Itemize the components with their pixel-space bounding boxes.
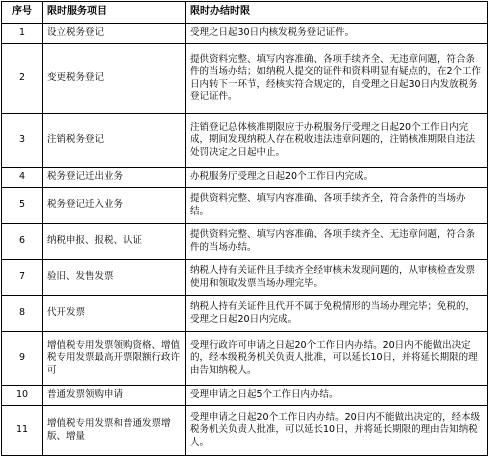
row-service-item: 变更税务登记: [43, 44, 186, 114]
row-time-limit: 提供资料完整、填写内容准确、各项手续齐全、无违章问题，符合条件的当场办结。: [186, 224, 488, 260]
row-service-item: 税务登记迁出业务: [43, 168, 186, 188]
row-serial-no: 8: [2, 296, 43, 332]
row-serial-no: 4: [2, 168, 43, 188]
header-row: [2, 2, 488, 24]
row-time-limit: 注销登记总体核准期限应于办税服务厅受理之日起20个工作日内完成，期间发现纳税人存在税收违法违章问题的，注销核准期限自违法处罚决定之日起中止。: [186, 114, 488, 168]
row-time-limit: 受理申请之日起5个工作日内办结。: [186, 386, 488, 406]
row-serial-no: 7: [2, 260, 43, 296]
row-serial-no: 1: [2, 24, 43, 44]
table-row: [2, 386, 488, 406]
table-row: [2, 296, 488, 332]
service-time-limit-table: [1, 1, 488, 456]
table-row: [2, 44, 488, 114]
row-service-item: 税务登记迁入业务: [43, 188, 186, 224]
table-row: [2, 24, 488, 44]
table-row: [2, 260, 488, 296]
table-row: [2, 168, 488, 188]
row-time-limit: 提供资料完整、填写内容准确、各项手续齐全，符合条件的当场办结。: [186, 188, 488, 224]
row-time-limit: 办税服务厅受理之日起20个工作日内完成。: [186, 168, 488, 188]
row-service-item: 注销税务登记: [43, 114, 186, 168]
header-time-limit: 限时办结时限: [186, 2, 488, 24]
table-row: [2, 188, 488, 224]
row-service-item: 设立税务登记: [43, 24, 186, 44]
table-row: [2, 224, 488, 260]
row-service-item: 代开发票: [43, 296, 186, 332]
row-time-limit: 纳税人持有关证件且手续齐全经审核未发现问题的，从审核检查发票使用和领取发票当场办理完毕。: [186, 260, 488, 296]
row-service-item: 增值税专用发票领购资格、增值税专用发票最高开票限额行政许可: [43, 332, 186, 386]
row-serial-no: 10: [2, 386, 43, 406]
row-serial-no: 11: [2, 406, 43, 456]
row-time-limit: 纳税人持有关证件且代开不属于免税情形的当场办理完毕；免税的，受理之日起20日内完成。: [186, 296, 488, 332]
table-row: [2, 114, 488, 168]
row-serial-no: 2: [2, 44, 43, 114]
row-service-item: 普通发票领购申请: [43, 386, 186, 406]
row-time-limit: 受理之日起30日内核发税务登记证件。: [186, 24, 488, 44]
row-serial-no: 6: [2, 224, 43, 260]
row-time-limit: 提供资料完整、填写内容准确、各项手续齐全、无违章问题，符合条件的当场办结；如纳税人提交的证件和资料明显有疑点的，在2个工作日内转下一环节，经核实符合规定的，自受理之日起30日内发放税务登记证件。: [186, 44, 488, 114]
header-serial-no: 序号: [2, 2, 43, 24]
row-serial-no: 3: [2, 114, 43, 168]
row-serial-no: 9: [2, 332, 43, 386]
row-service-item: 增值税专用发票和普通发票增版、增量: [43, 406, 186, 456]
row-time-limit: 受理行政许可申请之日起20个工作日内办结。20日内不能做出决定的，经本级税务机关负责人批准，可以延长10日，并将延长期限的理由告知纳税人。: [186, 332, 488, 386]
table-row: [2, 406, 488, 456]
row-service-item: 纳税申报、报税、认证: [43, 224, 186, 260]
row-serial-no: 5: [2, 188, 43, 224]
row-time-limit: 受理申请之日起20个工作日内办结。20日内不能做出决定的，经本级税务机关负责人批准，可以延长10日，并将延长期限的理由告知纳税人。: [186, 406, 488, 456]
row-service-item: 验旧、发售发票: [43, 260, 186, 296]
header-service-item: 限时服务项目: [43, 2, 186, 24]
table-row: [2, 332, 488, 386]
